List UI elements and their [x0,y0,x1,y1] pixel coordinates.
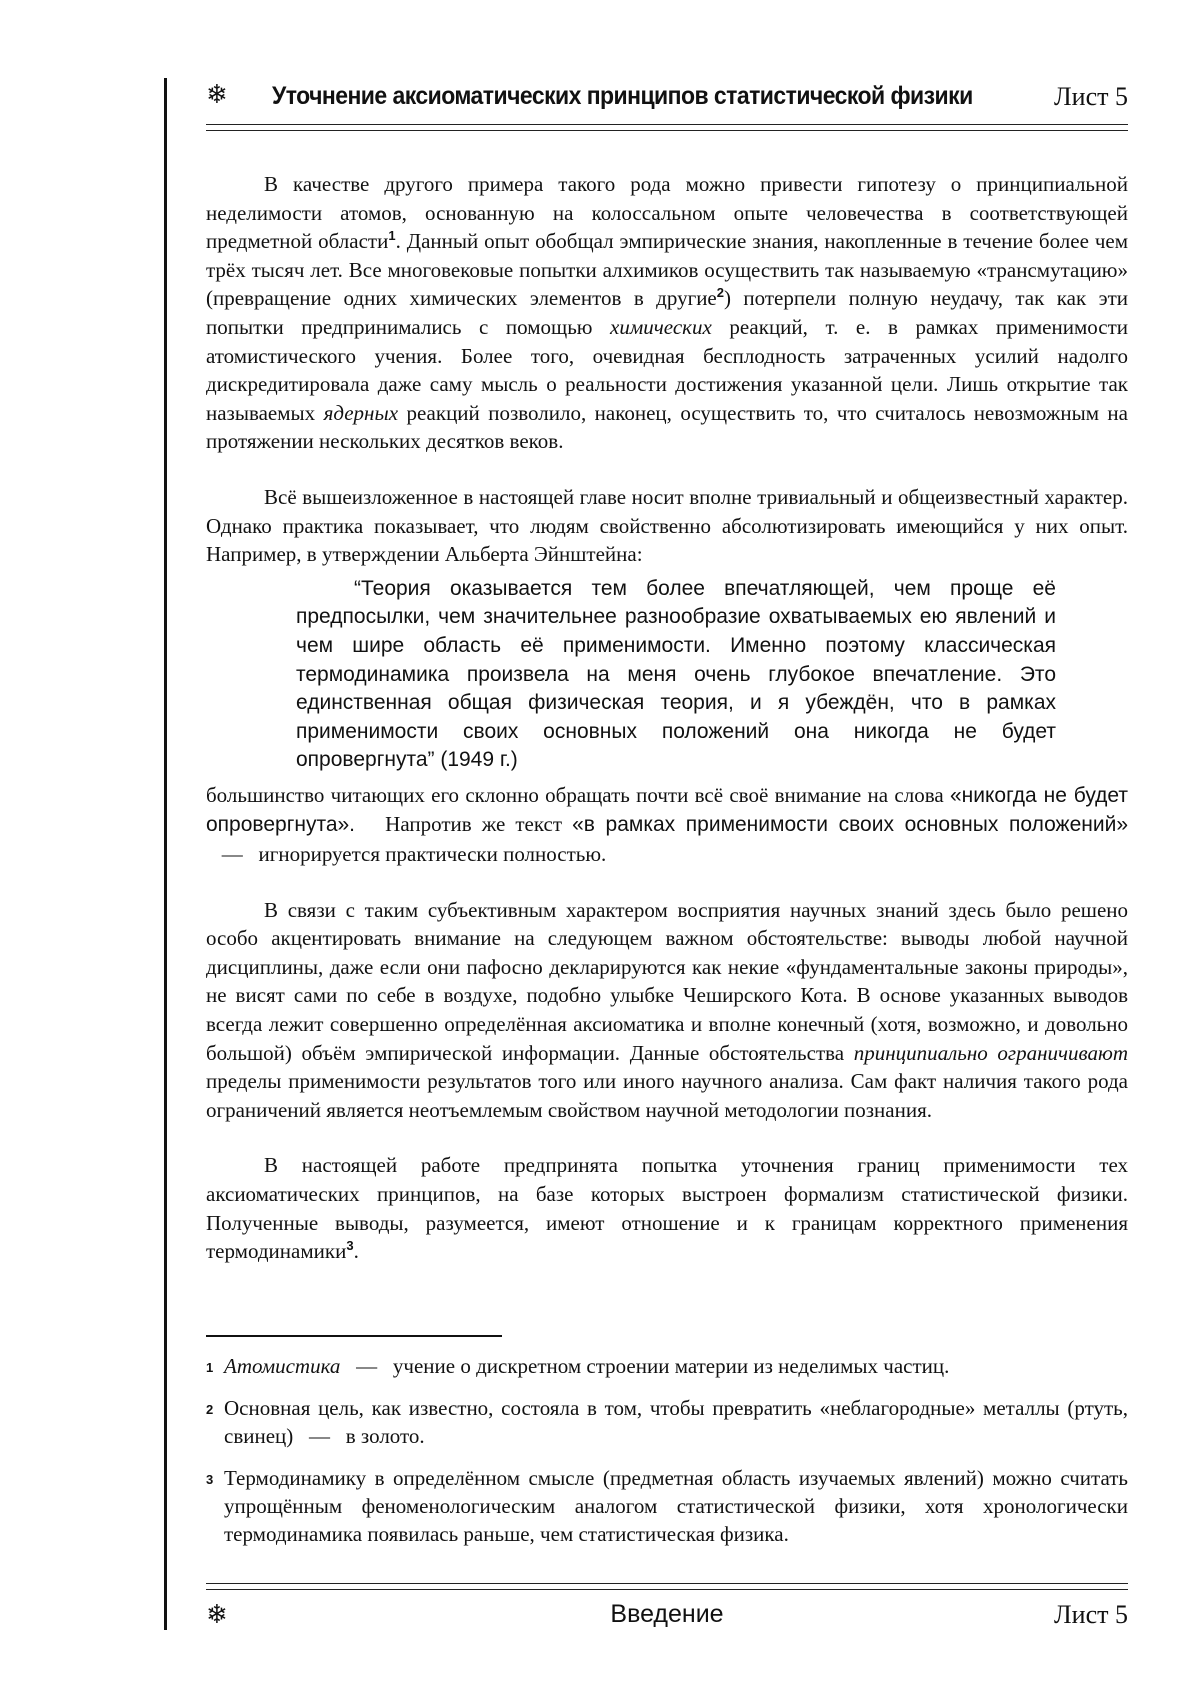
left-margin-rule [164,78,167,1630]
paragraph-3: большинство читающих его склонно обращать почти всё своё внимание на слова «никогда не будет опровергнута». Напротив же текст «в рамках применимости своих основных положений» — игнорируется практически полностью. [206,782,1129,867]
footnote-ref-3[interactable]: 3 [346,1238,354,1254]
paragraph-4: В связи с таким субъективным характером восприятия научных знаний здесь было решено особо акцентировать внимание на следующем важном обстоятельстве: выводы любой научной дисциплины, даже если они пафосно декларируются как некие «фундаментальные законы природы», не висят сами по себе в воздухе, подобно улыбке Чеширского Кота. В основе указанных выводов всегда лежит совершенно определённая аксиоматика и вполне конечный (хотя, возможно, и довольно большой) объём эмпирической информации. Данные обстоятельства принципиально ограничивают пределы применимости результатов того или иного научного анализа. Сам факт наличия такого рода ограничений является неотъемлемым свойством научной методологии познания. [206,897,1129,1122]
sheet-number: Лист 5 [1054,82,1128,111]
header-double-rule [206,124,1128,131]
footnote-ref-2[interactable]: 2 [716,285,724,301]
snowflake-icon: ❄ [206,1600,228,1629]
footnotes [206,1352,1134,1562]
paragraph-5: В настоящей работе предпринята попытка уточнения границ применимости тех аксиоматических принципов, на базе которых выстроен формализм статистической физики. Полученные выводы, разумеется, имеют отношение и к границам корректного применения термодинамики$^3$. [206,1153,1128,1264]
footnote-3: $^3$ Термодинамику в определённом смысле (предметная область изучаемых явлений) можно считать упрощённым феноменологическим аналогом статистической физики, хотя хронологически термодинамика появилась раньше, чем статистическая физика. [206,1466,1128,1546]
footnote-separator [206,1335,502,1337]
page-header [206,76,1128,118]
paragraph-1: В качестве другого примера такого рода можно привести гипотезу о принципиальной неделимости атомов, основанную на колоссальном опыте человечества в соответствующей предметной области$^1$. Данный опыт обобщал эмпирические знания, накопленные в течение более чем трёх тысяч лет. Все многовековые попытки алхимиков осуществить так называемую «трансмутацию» (превращение одних химических элементов в другие$^2$) потерпели полную неудачу, так как эти попытки предпринимались с помощью химических реакций, т. е. в рамках применимости атомистического учения. Более того, очевидная бесплодность затраченных усилий надолго дискредитировала даже саму мысль о реальности достижения указанной цели. Лишь открытие так называемых ядерных реакций позволило, наконец, осуществить то, что считалось невозможным на протяжении нескольких десятков веков. [206,172,1128,454]
einstein-quote: “Теория оказывается тем более впечатляющей, чем проще её предпосылки, чем значительнее разнообразие охватываемых ею явлений и чем шире область её применимости. Именно поэтому классическая термодинамика произвела на меня очень глубокое впечатление. Это единственная общая физическая теория, и я убеждён, что в рамках применимости своих основных положений она никогда не будет опровергнута” (1949 г.) [296,576,1056,772]
footnote-2: $^2$ Основная цель, как известно, состояла в том, чтобы превратить «неблагородные» металлы (ртуть, свинец) — в золото. [206,1396,1134,1448]
footnote-1: $^1$ Атомистика — учение о дискретном строении материи из неделимых частиц. [206,1354,950,1378]
main-text [206,170,1128,1266]
footnote-ref-1[interactable]: 1 [388,228,396,244]
footer-sheet-number: Лист 5 [1054,1600,1128,1629]
paragraph-2: Всё вышеизложенное в настоящей главе носит вполне тривиальный и общеизвестный характер. Однако практика показывает, что людям свойственно абсолютизировать имеющийся у них опыт. Например, в утверждении Альберта Эйнштейна: [206,484,1128,567]
section-name: Введение [610,1600,724,1628]
snowflake-icon: ❄ [206,80,228,109]
document-title: Уточнение аксиоматических принципов статистической физики [272,82,973,110]
footer-double-rule [206,1583,1128,1590]
page-footer [206,1596,1128,1636]
